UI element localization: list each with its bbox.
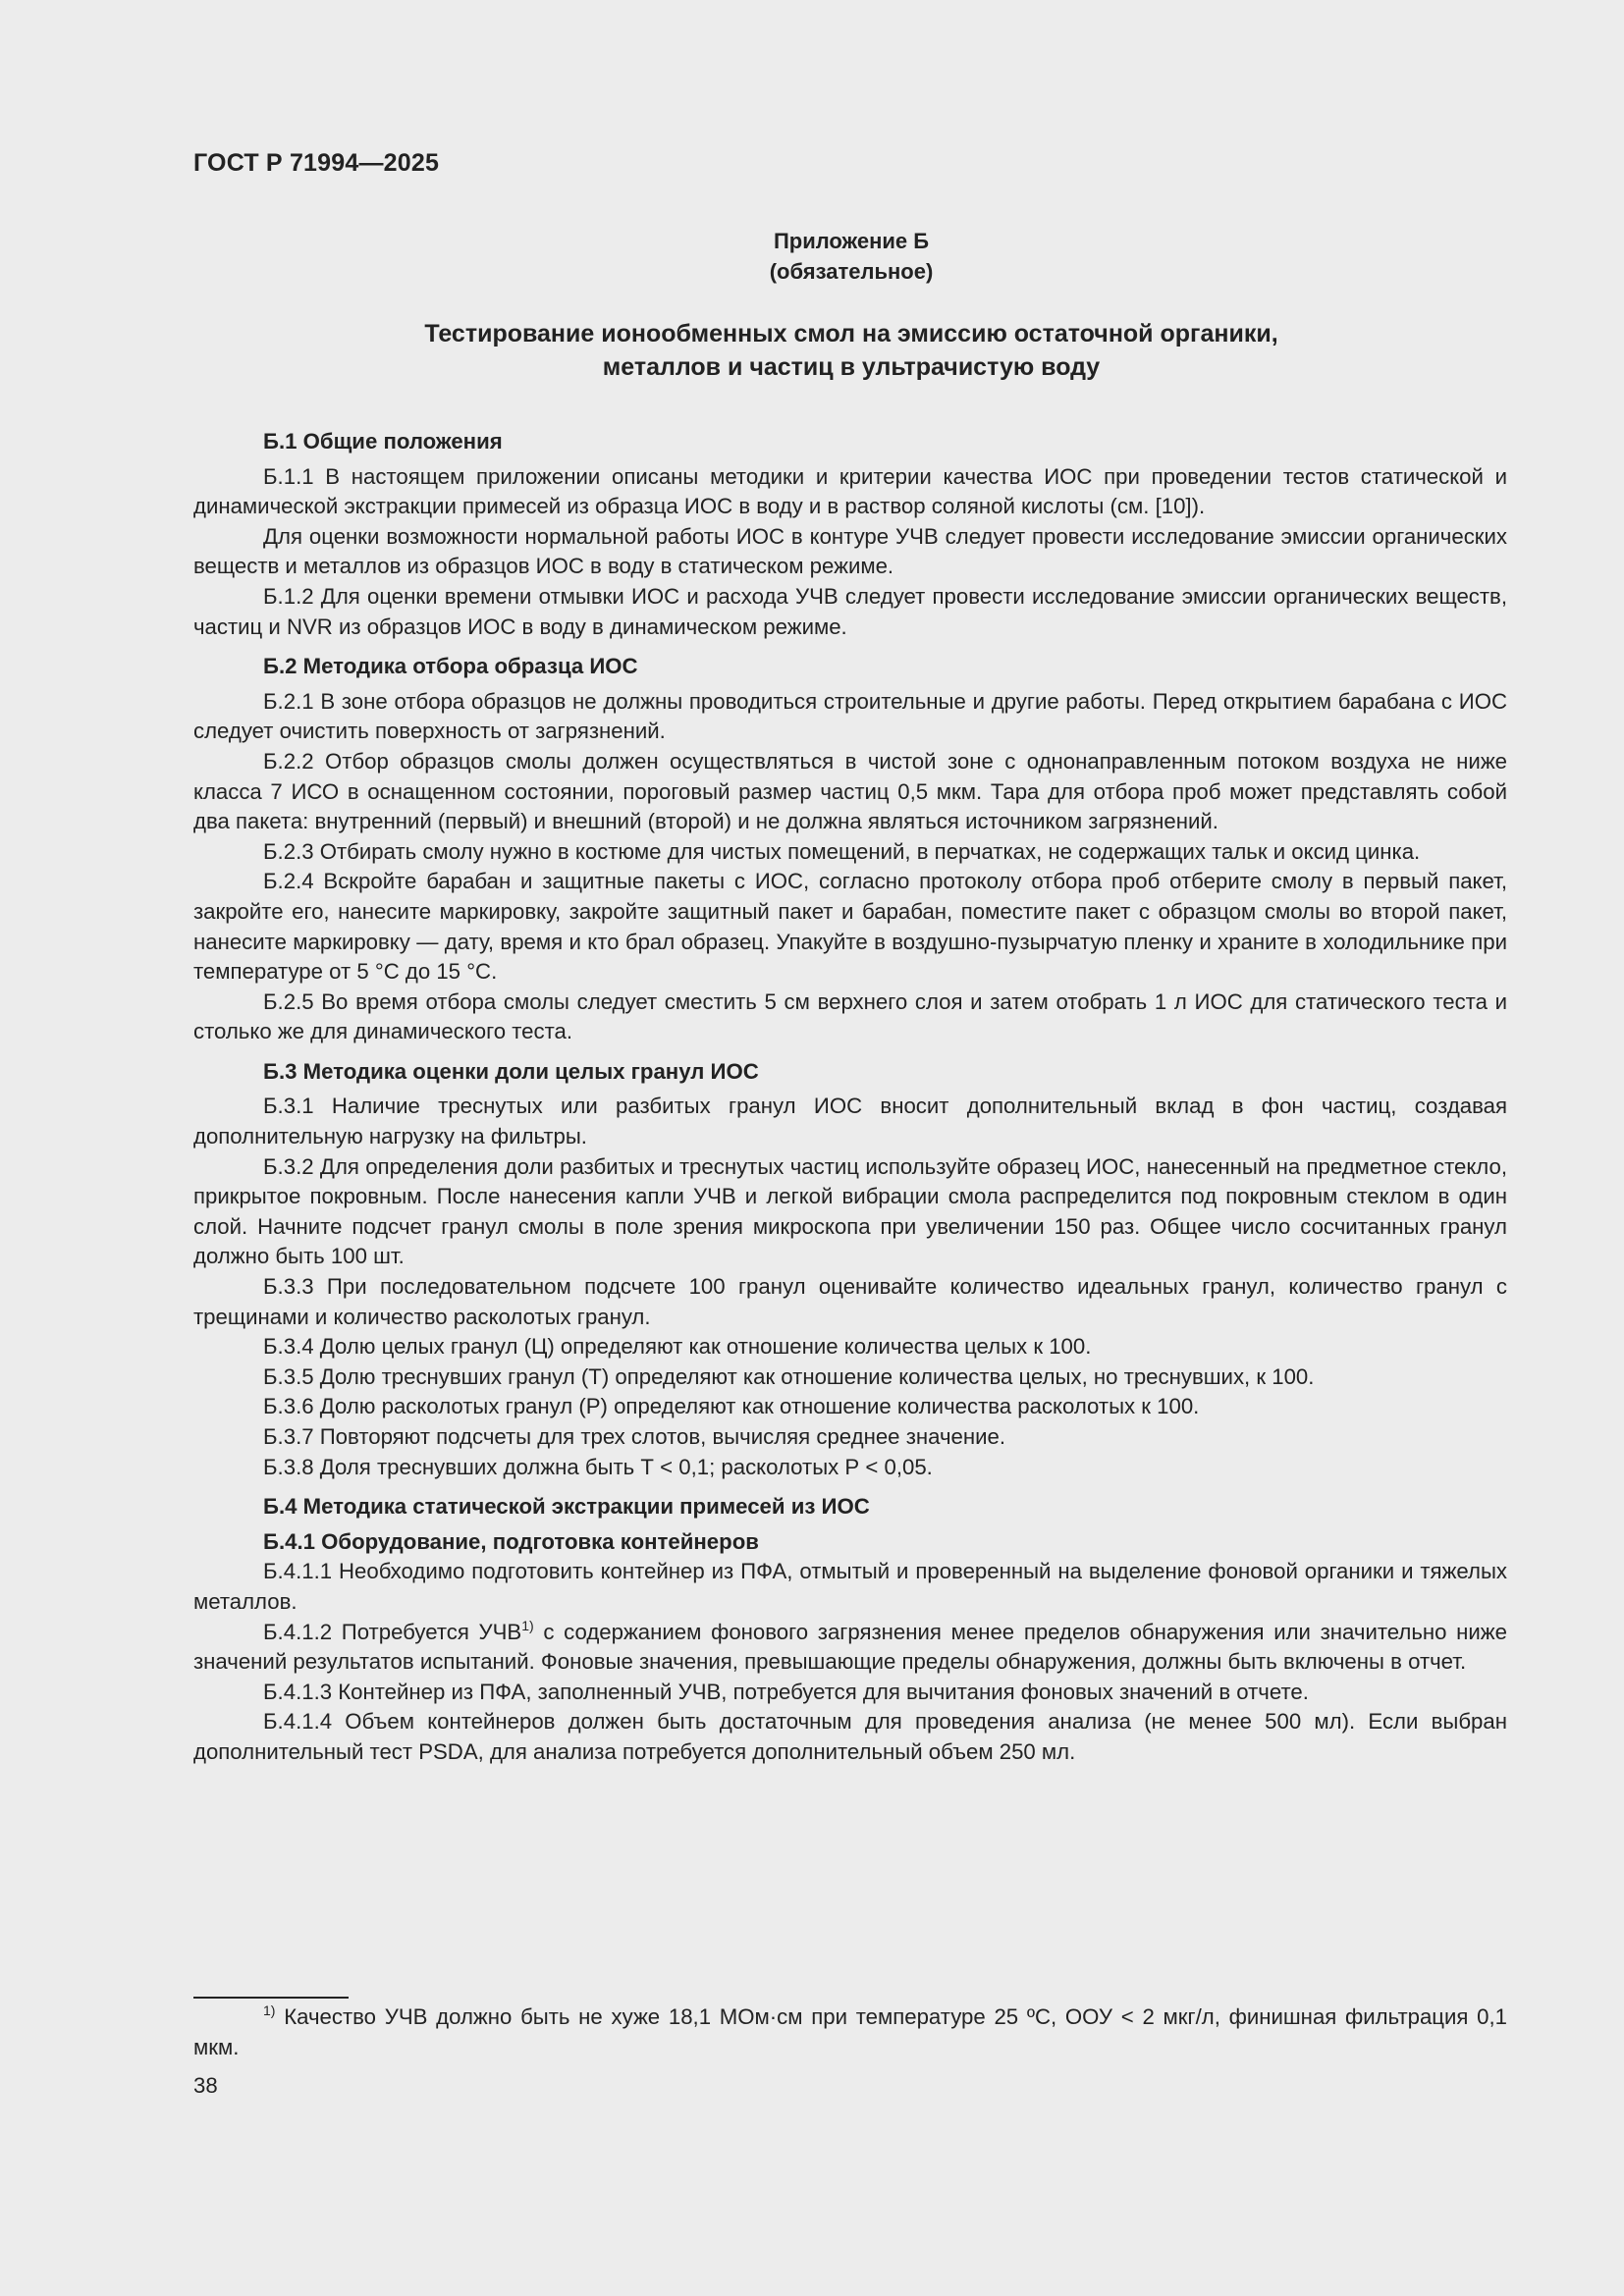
paragraph: Б.4.1.3 Контейнер из ПФА, заполненный УЧВ, потребуется для вычитания фоновых значений в отчете. xyxy=(263,1679,1309,1704)
page-number: 38 xyxy=(193,2073,218,2098)
document-body xyxy=(193,427,1507,1768)
paragraph: Б.4.1.1 Необходимо подготовить контейнер из ПФА, отмытый и проверенный на выделение фоновой органики и тяжелых металлов. xyxy=(193,1559,1507,1614)
footnote-separator xyxy=(193,1997,349,1999)
appendix-heading xyxy=(0,226,1624,287)
paragraph: Б.3.3 При последовательном подсчете 100 гранул оценивайте количество идеальных гранул, количество гранул с трещинами и количество расколотых гранул. xyxy=(193,1274,1507,1329)
section-heading: Б.2 Методика отбора образца ИОС xyxy=(263,654,638,679)
subsection-heading: Б.4.1 Оборудование, подготовка контейнеров xyxy=(263,1528,759,1554)
paragraph: Б.3.4 Долю целых гранул (Ц) определяют как отношение количества целых к 100. xyxy=(263,1334,1092,1360)
paragraph: Б.2.5 Во время отбора смолы следует сместить 5 см верхнего слоя и затем отобрать 1 л ИОС для статического теста и столько же для динамического теста. xyxy=(193,988,1507,1044)
paragraph: Б.3.7 Повторяют подсчеты для трех слотов, вычисляя среднее значение. xyxy=(263,1424,1006,1449)
section-heading: Б.3 Методика оценки доли целых гранул ИОС xyxy=(263,1058,759,1084)
appendix-title xyxy=(0,317,1624,384)
paragraph: Б.4.1.4 Объем контейнеров должен быть достаточным для проведения анализа (не менее 500 мл). Если выбран дополнительный тест PSDA, для анализа потребуется дополнительный объем 250 мл. xyxy=(193,1709,1507,1764)
paragraph: Б.2.4 Вскройте барабан и защитные пакеты с ИОС, согласно протоколу отбора проб отберите смолу в первый пакет, закройте его, нанесите маркировку, закройте защитный пакет и барабан, поместите пакет с образцом смолы во второй пакет, нанесите маркировку — дату, время и кто брал образец. Упакуйте в воздушно-пузырчатую пленку и храните в холодильнике при температуре от 5 °С до 15 °С. xyxy=(193,869,1507,985)
section-heading: Б.4 Методика статической экстракции примесей из ИОС xyxy=(263,1494,870,1520)
paragraph: Б.1.2 Для оценки времени отмывки ИОС и расхода УЧВ следует провести исследование эмиссии органических веществ, частиц и NVR из образцов ИОС в воду в динамическом режиме. xyxy=(193,583,1507,639)
appendix-type: (обязательное) xyxy=(769,259,934,284)
paragraph: Б.3.6 Долю расколотых гранул (Р) определяют как отношение количества расколотых к 100. xyxy=(263,1394,1200,1419)
footnote-text: Качество УЧВ должно быть не хуже 18,1 МОм·см при температуре 25 ºС, ООУ < 2 мкг/л, финишная фильтрация 0,1 мкм. xyxy=(193,2004,1507,2059)
paragraph: Б.2.1 В зоне отбора образцов не должны проводиться строительные и другие работы. Перед открытием барабана с ИОС следует очистить поверхность от загрязнений. xyxy=(193,688,1507,744)
section-heading: Б.1 Общие положения xyxy=(263,429,503,454)
footnote xyxy=(193,2002,1507,2062)
paragraph-text: с содержанием фонового загрязнения менее пределов обнаружения или значительно ниже значений результатов испытаний. Фоновые значения, превышающие пределы обнаружения, должны быть включены в отчет. xyxy=(193,1619,1507,1675)
paragraph xyxy=(193,1618,1507,1678)
title-line-2: металлов и частиц в ультрачистую воду xyxy=(602,353,1101,381)
paragraph: Б.1.1 В настоящем приложении описаны методики и критерии качества ИОС при проведении тестов статической и динамической экстракции примесей из образца ИОС в воду и в раствор соляной кислоты (см. [10]). xyxy=(193,463,1507,519)
paragraph: Б.3.8 Доля треснувших должна быть Т < 0,1; расколотых Р < 0,05. xyxy=(263,1454,933,1479)
paragraph: Б.3.1 Наличие треснутых или разбитых гранул ИОС вносит дополнительный вклад в фон частиц, создавая дополнительную нагрузку на фильтры. xyxy=(193,1094,1507,1149)
footnote-reference[interactable]: 1) xyxy=(521,1617,534,1633)
paragraph: Б.3.5 Долю треснувших гранул (Т) определяют как отношение количества целых, но треснувших, к 100. xyxy=(263,1363,1315,1389)
appendix-label: Приложение Б xyxy=(773,229,930,253)
title-line-1: Тестирование ионообменных смол на эмиссию остаточной органики, xyxy=(424,320,1278,347)
paragraph: Для оценки возможности нормальной работы ИОС в контуре УЧВ следует провести исследование эмиссии органических веществ и металлов из образцов ИОС в воду в статическом режиме. xyxy=(193,523,1507,579)
document-header-id: ГОСТ Р 71994—2025 xyxy=(193,149,440,177)
paragraph: Б.2.3 Отбирать смолу нужно в костюме для чистых помещений, в перчатках, не содержащих тальк и оксид цинка. xyxy=(263,838,1421,864)
paragraph: Б.3.2 Для определения доли разбитых и треснутых частиц используйте образец ИОС, нанесенный на предметное стекло, прикрытое покровным. После нанесения капли УЧВ и легкой вибрации смола распределится под покровным стеклом в один слой. Начните подсчет гранул смолы в поле зрения микроскопа при увеличении 150 раз. Общее число сосчитанных гранул должно быть 100 шт. xyxy=(193,1153,1507,1269)
paragraph: Б.2.2 Отбор образцов смолы должен осуществляться в чистой зоне с однонаправленным потоком воздуха не ниже класса 7 ИСО в оснащенном состоянии, пороговый размер частиц 0,5 мкм. Тара для отбора проб может представлять собой два пакета: внутренний (первый) и внешний (второй) и не должна являться источником загрязнений. xyxy=(193,748,1507,834)
footnote-mark: 1) xyxy=(263,2002,276,2018)
paragraph-text: Б.4.1.2 Потребуется УЧВ xyxy=(263,1619,522,1644)
